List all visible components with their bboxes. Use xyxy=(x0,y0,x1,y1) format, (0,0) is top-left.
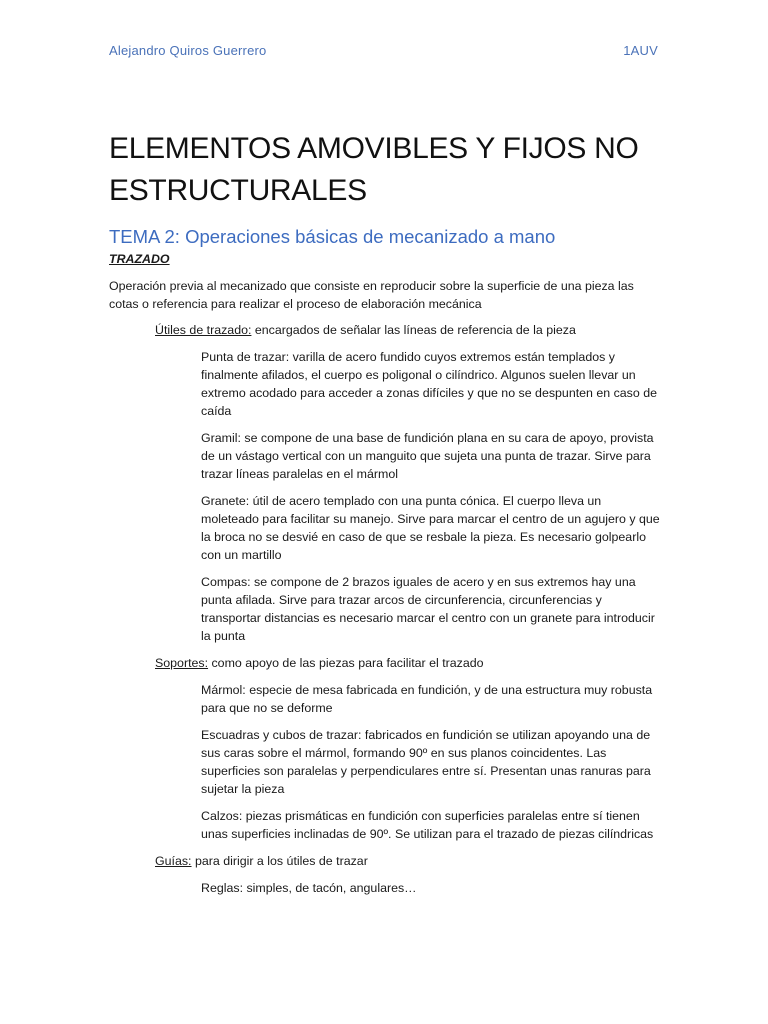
group-label: Útiles de trazado: xyxy=(155,323,252,337)
intro-paragraph: Operación previa al mecanizado que consiste en reproducir sobre la superficie de una pieza las cotas o referencia para realizar el proceso de elaboración mecánica xyxy=(109,279,634,311)
group-heading-soportes xyxy=(155,654,661,672)
group-heading-utiles xyxy=(155,321,661,339)
list-item: Punta de trazar: varilla de acero fundido cuyos extremos están templados y finalmente afilados, el cuerpo es poligonal o cilíndrico. Algunos suelen llevar un extremo acodado para acceder a zonas difíciles y que no se despunten en caso de caída xyxy=(201,350,657,418)
list-item: Calzos: piezas prismáticas en fundición con superficies paralelas entre sí tienen unas superficies inclinadas de 90º. Se utilizan para el trazado de piezas cilíndricas xyxy=(201,809,654,841)
list-item: Mármol: especie de mesa fabricada en fundición, y de una estructura muy robusta para que no se deforme xyxy=(201,683,653,715)
page-header xyxy=(109,43,658,58)
list-item: Compas: se compone de 2 brazos iguales de acero y en sus extremos hay una punta afilada. Sirve para trazar arcos de circunferencia, circunferencias y transportar distancias es necesario marcar el centro con un granete para introducir la punta xyxy=(201,575,655,643)
header-author: Alejandro Quiros Guerrero xyxy=(109,43,267,58)
document-subtitle: TEMA 2: Operaciones básicas de mecanizado a mano xyxy=(109,226,556,247)
document-title: ELEMENTOS AMOVIBLES Y FIJOS NO ESTRUCTURALES xyxy=(109,132,639,207)
group-label: Guías: xyxy=(155,854,192,868)
group-description: como apoyo de las piezas para facilitar el trazado xyxy=(208,656,484,670)
group-heading-guias xyxy=(155,852,661,870)
list-item: Escuadras y cubos de trazar: fabricados en fundición se utilizan apoyando una de sus caras sobre el mármol, formando 90º en sus planos coincidentes. Las superficies son paralelas y perpendiculares entre sí. Presentan unas ranuras para sujetar la pieza xyxy=(201,728,651,796)
list-item: Gramil: se compone de una base de fundición plana en su cara de apoyo, provista de un vástago vertical con un manguito que sujeta una punta de trazar. Sirve para trazar líneas paralelas en el mármol xyxy=(201,431,654,481)
group-description: para dirigir a los útiles de trazar xyxy=(191,854,368,868)
document-body xyxy=(109,250,661,906)
list-item: Reglas: simples, de tacón, angulares… xyxy=(201,881,417,895)
section-heading: TRAZADO xyxy=(109,252,170,266)
group-description: encargados de señalar las líneas de referencia de la pieza xyxy=(251,323,576,337)
header-group: 1AUV xyxy=(623,43,658,58)
list-item: Granete: útil de acero templado con una punta cónica. El cuerpo lleva un moleteado para facilitar su manejo. Sirve para marcar el centro de un agujero y que la broca no se desvié en caso de que se resbale la pieza. Es necesario golpearlo con un martillo xyxy=(201,494,660,562)
group-label: Soportes: xyxy=(155,656,209,670)
